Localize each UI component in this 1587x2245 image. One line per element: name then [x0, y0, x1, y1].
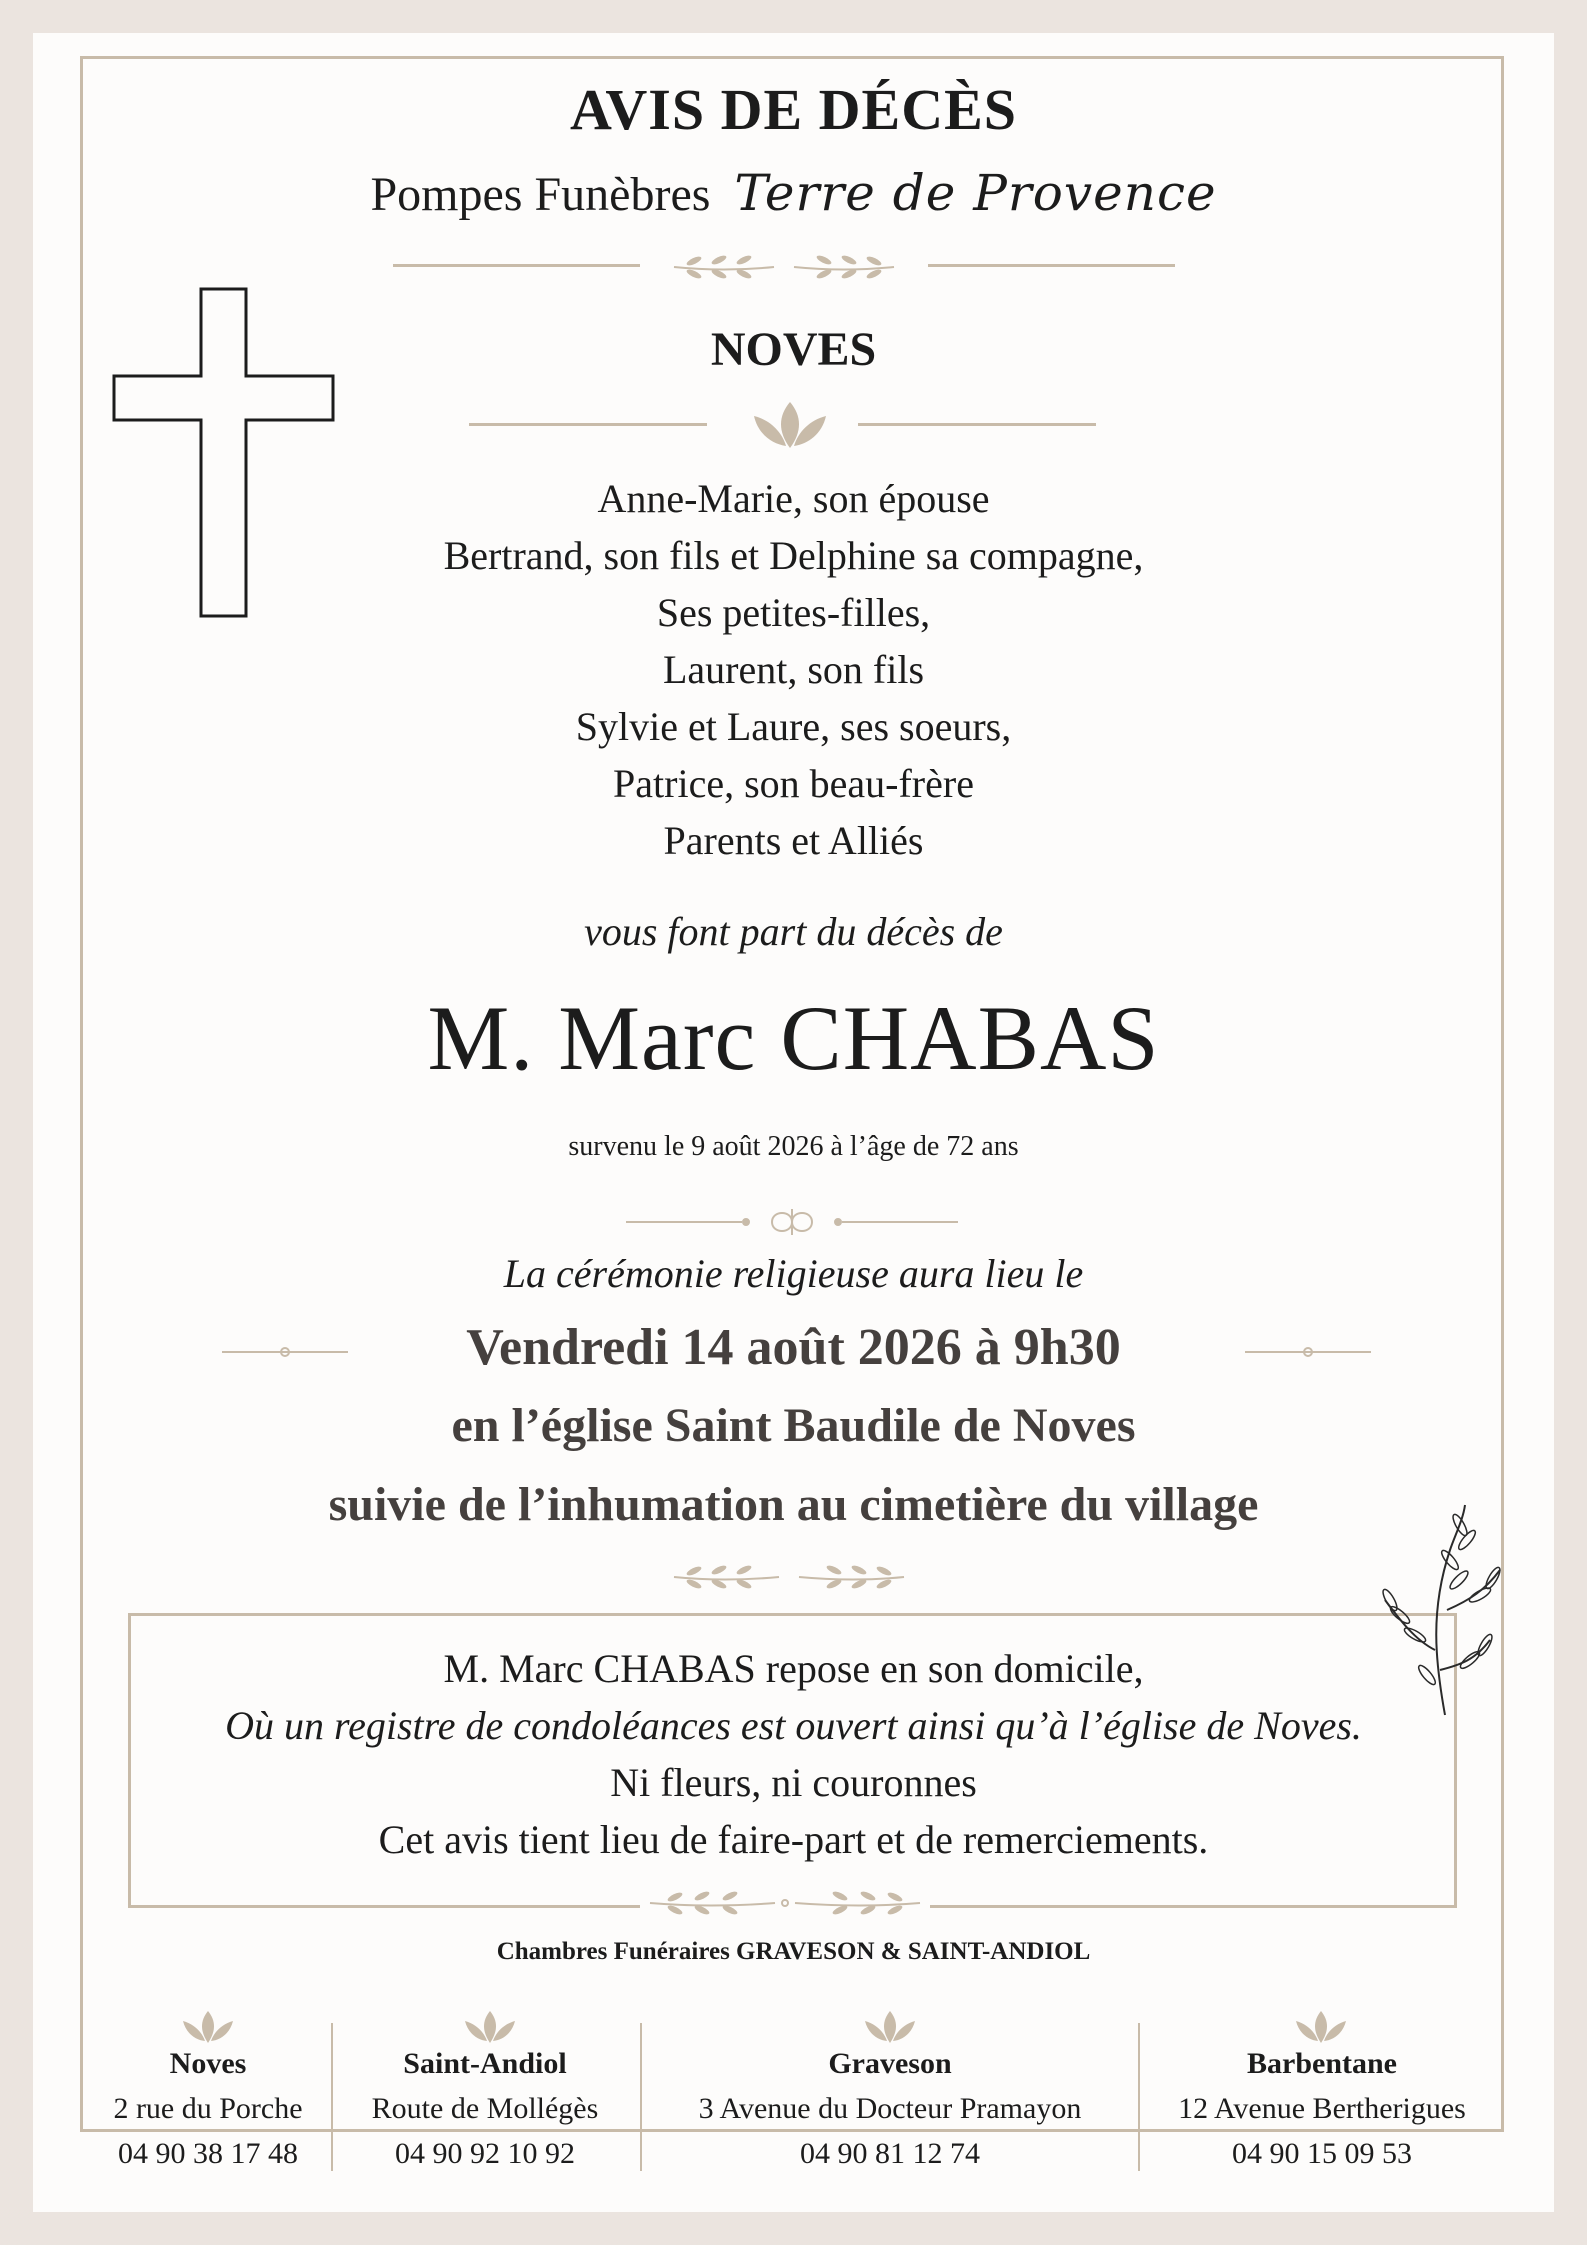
- office-city: Noves: [169, 2047, 247, 2080]
- burial-info: suivie de l’inhumation au cimetière du village: [328, 1478, 1259, 1531]
- office-address: 2 rue du Porche: [113, 2092, 303, 2125]
- chambers-title: Chambres Funéraires GRAVESON & SAINT-ANDIOL: [496, 1938, 1091, 1965]
- divider-line-right: [858, 423, 1096, 426]
- divider-line-left: [469, 423, 707, 426]
- office-city: Graveson: [828, 2047, 952, 2080]
- office-graveson: [645, 2003, 1135, 2176]
- office-barbentane: [1142, 2003, 1502, 2176]
- laurel-ornament-icon: [664, 1560, 914, 1594]
- notice-line: Ni fleurs, ni couronnes: [610, 1760, 977, 1805]
- office-noves: [88, 2003, 328, 2176]
- company-script-name: Terre de Provence: [734, 164, 1217, 222]
- notice-title: AVIS DE DÉCÈS: [569, 77, 1018, 142]
- notice-text: [0, 1640, 1587, 1868]
- company-prefix: Pompes Funèbres: [370, 168, 711, 221]
- death-details: survenu le 9 août 2026 à l’âge de 72 ans: [568, 1131, 1019, 1162]
- family-line: Parents et Alliés: [663, 818, 924, 863]
- office-city: Saint-Andiol: [403, 2047, 567, 2080]
- office-address: 12 Avenue Bertherigues: [1178, 2092, 1466, 2125]
- laurel-ornament-icon: [664, 250, 904, 284]
- office-saint-andiol: [335, 2003, 635, 2176]
- ceremony-place: en l’église Saint Baudile de Noves: [451, 1399, 1136, 1452]
- office-phone: 04 90 15 09 53: [1232, 2137, 1412, 2170]
- announcement-intro: vous font part du décès de: [584, 909, 1003, 954]
- divider-line-right: [928, 264, 1175, 267]
- family-line: Laurent, son fils: [662, 647, 925, 692]
- office-phone: 04 90 81 12 74: [800, 2137, 980, 2170]
- office-phone: 04 90 92 10 92: [395, 2137, 575, 2170]
- family-line: Sylvie et Laure, ses soeurs,: [575, 704, 1012, 749]
- family-line: Bertrand, son fils et Delphine sa compagne,: [443, 533, 1144, 578]
- notice-line: Cet avis tient lieu de faire-part et de remerciements.: [378, 1817, 1209, 1862]
- deceased-name: M. Marc CHABAS: [427, 987, 1160, 1089]
- column-divider: [1138, 2023, 1140, 2171]
- family-line: Patrice, son beau-frère: [613, 761, 974, 806]
- ceremony-intro: La cérémonie religieuse aura lieu le: [503, 1251, 1084, 1296]
- funeral-home-name: [0, 164, 1587, 222]
- laurel-ornament-icon: [640, 1886, 930, 1920]
- divider-line-left: [393, 264, 640, 267]
- office-address: Route de Mollégès: [371, 2092, 599, 2125]
- family-list: [0, 470, 1587, 869]
- notice-line: Où un registre de condoléances est ouvert ainsi qu’à l’église de Noves.: [225, 1703, 1362, 1748]
- family-line: Anne-Marie, son épouse: [597, 476, 990, 521]
- office-phone: 04 90 38 17 48: [118, 2137, 298, 2170]
- flourish-ornament-icon: [622, 1205, 962, 1239]
- office-address: 3 Avenue du Docteur Pramayon: [698, 2092, 1082, 2125]
- lotus-icon: [748, 398, 832, 452]
- ceremony-date: Vendredi 14 août 2026 à 9h30: [466, 1319, 1121, 1376]
- office-city: Barbentane: [1247, 2047, 1397, 2080]
- column-divider: [331, 2023, 333, 2171]
- column-divider: [640, 2023, 642, 2171]
- family-line: Ses petites-filles,: [656, 590, 931, 635]
- town-name: NOVES: [710, 323, 877, 376]
- notice-line: M. Marc CHABAS repose en son domicile,: [443, 1646, 1144, 1691]
